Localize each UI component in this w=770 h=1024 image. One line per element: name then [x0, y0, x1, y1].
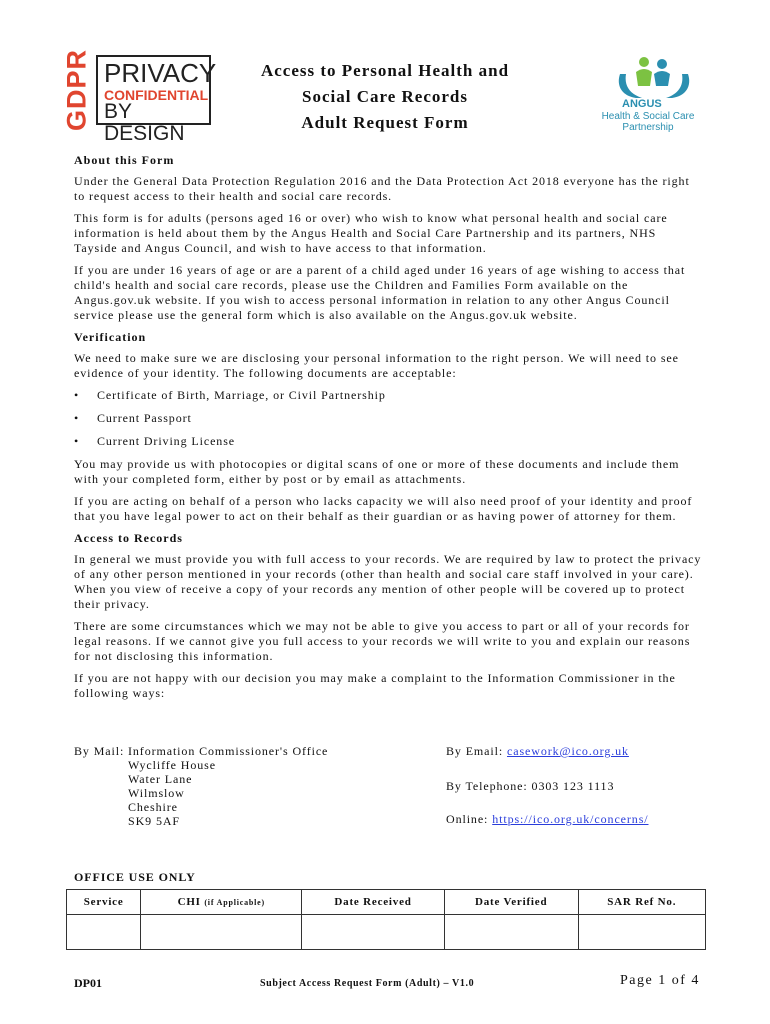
- access-paragraph-2: There are some circumstances which we may not be able to give you access to part or all of your records for legal reasons. If we cannot give you full access to your records we will write to you and explain our reasons for not disclosing this information.: [74, 619, 691, 663]
- footer-title: Subject Access Request Form (Adult) – V1.0: [260, 978, 475, 989]
- gdpr-privacy-text: PRIVACY: [104, 58, 217, 88]
- access-heading: Access to Records: [74, 531, 183, 545]
- table-header: Date Verified: [444, 890, 578, 915]
- about-paragraph-3: If you are under 16 years of age or are a parent of a child aged under 16 years of age wishing to access that child's health and social care records, please use the Children and Families Form available on the Angus.gov.uk website. If you wish to access personal information in relation to any other Angus Council service please use the general form which is also available on the Angus.gov.uk website.: [74, 263, 686, 322]
- gdpr-logo: [61, 48, 217, 145]
- gdpr-by-design-text: BY DESIGN: [104, 100, 185, 145]
- address-line: Water Lane: [128, 772, 193, 786]
- date-received-cell[interactable]: [302, 915, 445, 950]
- email-label: By Email:: [446, 744, 504, 758]
- angus-name: ANGUS: [622, 98, 662, 110]
- verification-intro: We need to make sure we are disclosing your personal information to the right person. We will need to see evidence of your identity. The following documents are acceptable:: [74, 351, 679, 380]
- online-row: [446, 812, 649, 826]
- document-list: [74, 388, 702, 449]
- address-line: Wycliffe House: [128, 758, 216, 772]
- title-line-2: Social Care Records: [302, 87, 468, 106]
- phone-label: By Telephone:: [446, 779, 528, 793]
- about-paragraph-2: This form is for adults (persons aged 16 or over) who wish to know what personal health and social care information is held about them by the Angus Health and Social Care Partnership and its partners, NHS Tayside and Angus Council, and wish to have access to that information.: [74, 211, 668, 255]
- angus-subtitle: Health & Social Care Partnership: [601, 111, 695, 133]
- list-item: • Current Passport: [74, 411, 702, 426]
- list-item: • Current Driving License: [74, 434, 702, 449]
- list-item: • Certificate of Birth, Marriage, or Civil Partnership: [74, 388, 702, 403]
- chi-note: (if Applicable): [204, 898, 265, 907]
- date-verified-cell[interactable]: [444, 915, 578, 950]
- access-paragraph-1: In general we must provide you with full access to your records. We are required by law to protect the privacy of any other person mentioned in your records (other than health and social care staff involved in your care). When you view of receive a copy of your records any mention of other people will be covered up to protect their privacy.: [74, 552, 702, 611]
- gdpr-confidential-text: CONFIDENTIAL: [104, 87, 209, 103]
- access-paragraph-3: If you are not happy with our decision you may make a complaint to the Information Commissioner in the following ways:: [74, 671, 676, 700]
- email-link[interactable]: casework@ico.org.uk: [507, 744, 629, 758]
- title-line-3: Adult Request Form: [301, 113, 469, 132]
- address-line: SK9 5AF: [128, 814, 180, 828]
- about-paragraph-1: Under the General Data Protection Regulation 2016 and the Data Protection Act 2018 everyone has the right to request access to their health and social care records.: [74, 174, 690, 203]
- gdpr-vertical-text: GDPR: [61, 48, 92, 132]
- table-row: [67, 915, 706, 950]
- online-link[interactable]: https://ico.org.uk/concerns/: [492, 812, 649, 826]
- address-line: Cheshire: [128, 800, 178, 814]
- service-cell[interactable]: [67, 915, 141, 950]
- address-line: Wilmslow: [128, 786, 185, 800]
- table-header: SAR Ref No.: [578, 890, 706, 915]
- about-heading: About this Form: [74, 153, 175, 167]
- verification-paragraph-1: You may provide us with photocopies or digital scans of one or more of these documents and include them with your completed form, either by post or by email as attachments.: [74, 457, 680, 486]
- page-title: [220, 58, 550, 136]
- mail-label: By Mail:: [74, 744, 125, 758]
- form-body: [74, 153, 702, 708]
- office-use-heading: OFFICE USE ONLY: [74, 870, 196, 884]
- chi-cell[interactable]: [141, 915, 302, 950]
- postal-address: [128, 744, 328, 828]
- chi-header: CHI: [177, 896, 201, 908]
- page-number: Page 1 of 4: [620, 973, 700, 988]
- email-row: [446, 744, 629, 758]
- address-line: Information Commissioner's Office: [128, 744, 329, 758]
- title-line-1: Access to Personal Health and: [260, 61, 510, 80]
- phone-number: 0303 123 1113: [531, 779, 615, 793]
- table-header: Service: [67, 890, 141, 915]
- table-header: Date Received: [302, 890, 445, 915]
- table-header-row: [67, 890, 706, 915]
- phone-row: [446, 779, 614, 793]
- verification-paragraph-2: If you are acting on behalf of a person who lacks capacity we will also need proof of your identity and proof that you have legal power to act on their behalf as their guardian or as having power of attorney for them.: [74, 494, 693, 523]
- verification-heading: Verification: [74, 330, 147, 344]
- online-label: Online:: [446, 812, 489, 826]
- footer-code: DP01: [74, 976, 102, 990]
- sar-ref-cell[interactable]: [578, 915, 706, 950]
- office-use-table: [66, 889, 706, 950]
- table-header: [141, 890, 302, 915]
